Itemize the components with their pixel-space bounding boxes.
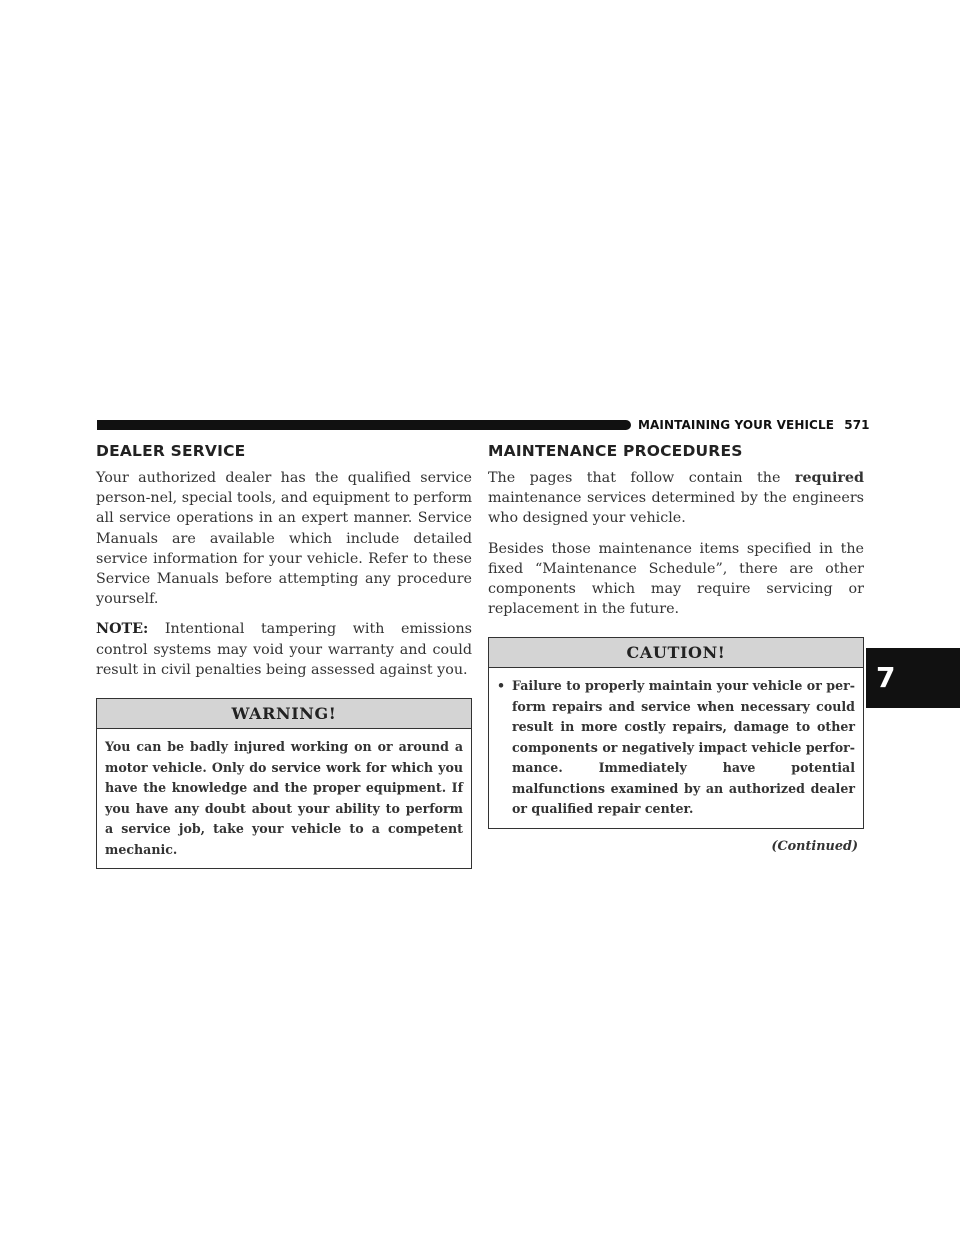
right-column — [488, 442, 864, 854]
dealer-service-paragraph: Your authorized dealer has the qualified service person-nel, special tools, and equipment to perform all service operations in an expert manner. Service Manuals are available which include detailed service information for your vehicle. Refer to these Service Manuals before attempting any procedure yourself. — [96, 470, 473, 608]
header-section-title: MAINTAINING YOUR VEHICLE — [638, 418, 834, 432]
note-paragraph — [96, 619, 472, 680]
caution-list — [497, 676, 855, 820]
maintenance-procedures-heading: MAINTENANCE PROCEDURES — [488, 442, 743, 460]
note-text: Intentional tampering with emissions control systems may void your warranty and could result in civil penalties being assessed against you. — [96, 621, 472, 678]
caution-list-item: • Failure to properly maintain your vehicle or per-form repairs and service when necessary could result in more costly repairs, damage to other components or negatively impact vehicle perfor-mance. Immediately have potential malfunctions examined by an authorized dealer or qualified repair center. — [497, 676, 855, 820]
note-label: NOTE: — [96, 621, 149, 638]
warning-text: You can be badly injured working on or around a motor vehicle. Only do service work for which you have the knowledge and the proper equipment. If you have any doubt about your ability to perform a service job, take your vehicle to a competent mechanic. — [105, 739, 463, 857]
caution-box — [488, 637, 864, 829]
left-column — [96, 442, 472, 869]
caution-title: CAUTION! — [489, 638, 863, 668]
header-rule — [97, 420, 625, 430]
dealer-service-heading: DEALER SERVICE — [96, 442, 246, 460]
maintenance-intro-paragraph — [488, 468, 864, 529]
warning-title: WARNING! — [97, 699, 471, 729]
page-number: 571 — [844, 418, 870, 432]
running-header — [638, 418, 870, 432]
maintenance-schedule-paragraph: Besides those maintenance items specified in the fixed “Maintenance Schedule”, there are other components which may require servicing or replacement in the future. — [488, 540, 864, 618]
intro-required-emphasis: required — [794, 470, 864, 486]
chapter-tab: 7 — [866, 648, 960, 708]
intro-text-start: The pages that follow contain the — [488, 470, 795, 486]
warning-box — [96, 698, 472, 869]
continued-label: (Continued) — [771, 838, 858, 854]
caution-body — [489, 668, 863, 828]
intro-text-end: maintenance services determined by the engineers who designed your vehicle. — [488, 490, 864, 527]
